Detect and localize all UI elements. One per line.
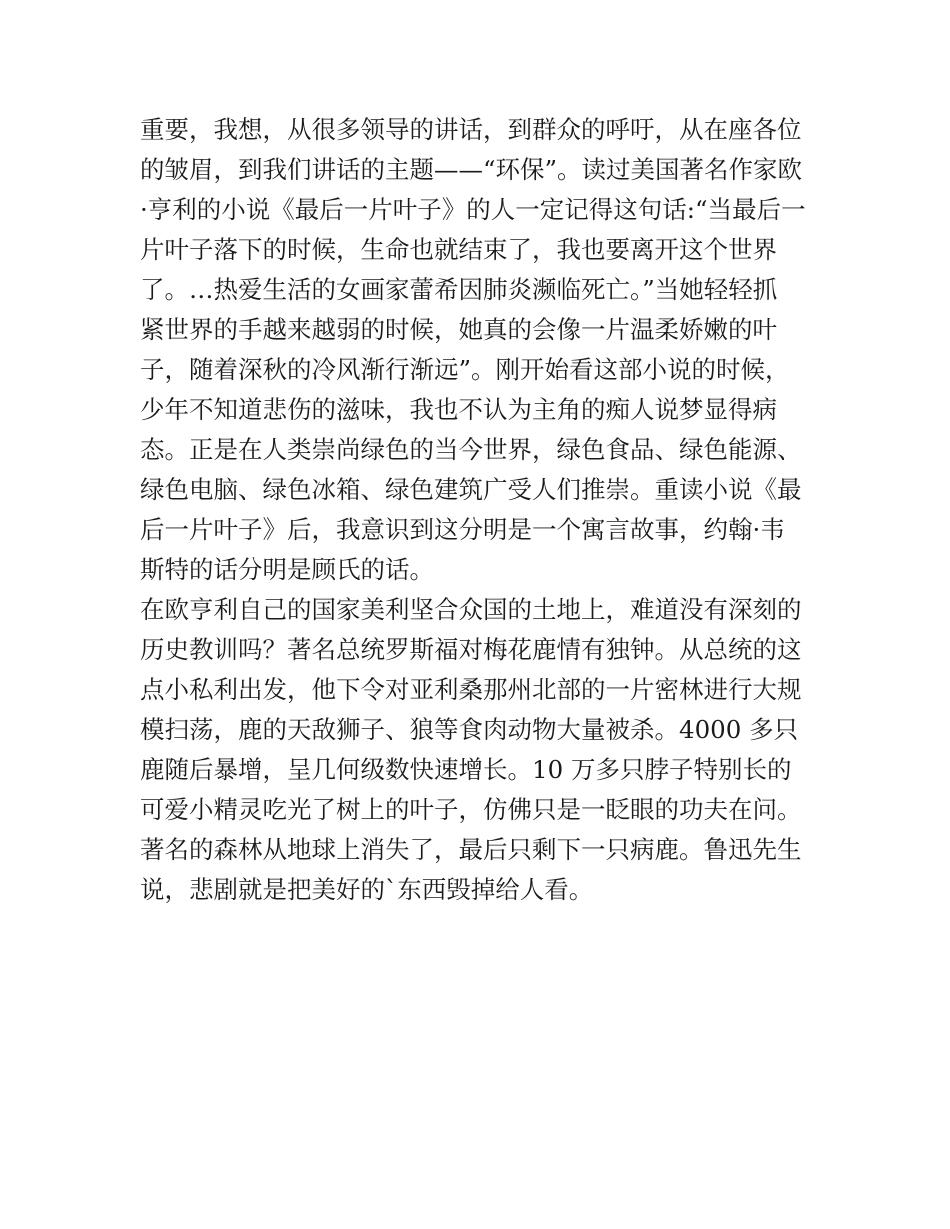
text-line: 子，随着深秋的冷风渐行渐远”。刚开始看这部小说的时候， [140,355,790,384]
text-line: 鹿随后暴增，呈几何级数快速增长。10 万多只脖子特别长的 [140,755,792,784]
text-line: 说，悲剧就是把美好的`东西毁掉给人看。 [140,875,594,904]
text-line: 的皱眉，到我们讲话的主题——“环保”。读过美国著名作家欧 [140,155,803,184]
text-line: 了。…热爱生活的女画家蕾希因肺炎濒临死亡。”当她轻轻抓 [140,275,778,304]
body-text [140,110,820,910]
text-line: ·亨利的小说《最后一片叶子》的人一定记得这句话:“当最后一 [140,195,806,224]
text-line: 在欧亨利自己的国家美利坚合众国的土地上，难道没有深刻的 [140,595,802,624]
text-line: 重要，我想，从很多领导的讲话，到群众的呼吁，从在座各位 [140,115,802,144]
text-line: 绿色电脑、绿色冰箱、绿色建筑广受人们推崇。重读小说《最 [140,475,802,504]
text-line: 后一片叶子》后，我意识到这分明是一个寓言故事，约翰·韦 [140,515,785,544]
text-line: 模扫荡，鹿的天敌狮子、狼等食肉动物大量被杀。4000 多只 [140,715,799,744]
text-line: 点小私利出发，他下令对亚利桑那州北部的一片密林进行大规 [140,675,802,704]
text-line: 片叶子落下的时候，生命也就结束了，我也要离开这个世界 [140,235,777,264]
text-line: 历史教训吗？著名总统罗斯福对梅花鹿情有独钟。从总统的这 [140,635,802,664]
text-line: 态。正是在人类崇尚绿色的当今世界，绿色食品、绿色能源、 [140,435,802,464]
text-line: 可爱小精灵吃光了树上的叶子，仿佛只是一眨眼的功夫在问。 [140,795,802,824]
text-line: 少年不知道悲伤的滋味，我也不认为主角的痴人说梦显得病 [140,395,777,424]
text-line: 紧世界的手越来越弱的时候，她真的会像一片温柔娇嫩的叶 [140,315,777,344]
text-line: 著名的森林从地球上消失了，最后只剩下一只病鹿。鲁迅先生 [140,835,802,864]
text-line: 斯特的话分明是顾氏的话。 [140,555,434,584]
